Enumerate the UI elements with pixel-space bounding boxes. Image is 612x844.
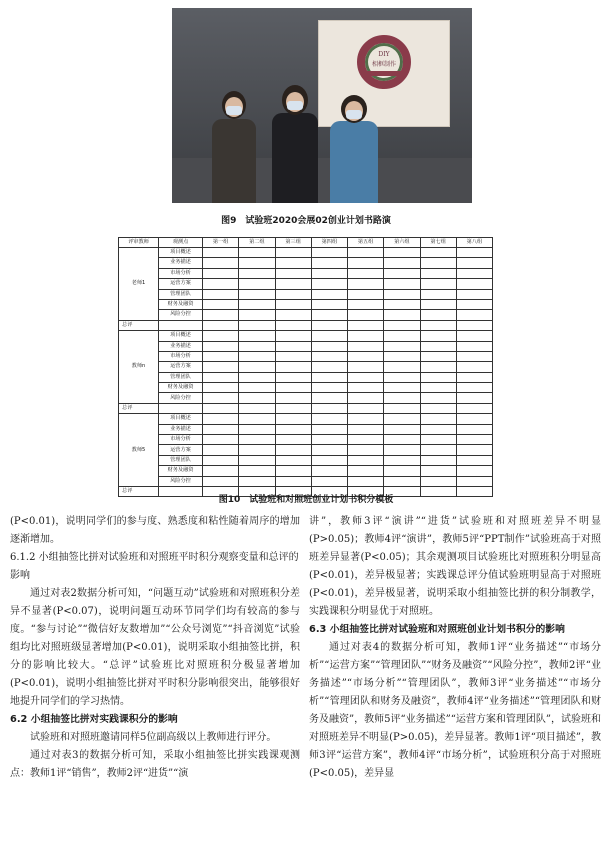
table-header-cell: 评审教师	[119, 238, 159, 248]
score-cell	[420, 455, 456, 465]
table-row	[119, 289, 493, 299]
table-row	[119, 455, 493, 465]
score-cell	[311, 341, 347, 351]
figure10-caption: 图10 试验班和对照班创业计划书积分模板	[218, 495, 394, 505]
score-cell	[239, 351, 275, 361]
score-cell	[384, 445, 420, 455]
score-cell	[203, 414, 239, 424]
score-cell	[456, 445, 492, 455]
score-cell	[348, 341, 384, 351]
score-cell	[348, 393, 384, 403]
score-cell	[203, 445, 239, 455]
score-cell	[239, 289, 275, 299]
score-cell	[203, 310, 239, 320]
score-cell	[456, 393, 492, 403]
observation-cell: 项目概述	[159, 331, 203, 341]
table-header-cell: 第八组	[456, 238, 492, 248]
table-header-cell: 第二组	[239, 238, 275, 248]
score-cell	[203, 268, 239, 278]
score-cell	[348, 268, 384, 278]
score-cell	[203, 393, 239, 403]
score-cell	[275, 445, 311, 455]
score-cell	[203, 299, 239, 309]
score-cell	[239, 466, 275, 476]
score-cell	[456, 299, 492, 309]
score-cell	[275, 289, 311, 299]
score-cell	[420, 435, 456, 445]
score-cell	[384, 435, 420, 445]
score-cell	[420, 424, 456, 434]
observation-cell: 管理团队	[159, 372, 203, 382]
observation-cell: 财务及融资	[159, 383, 203, 393]
score-cell	[275, 476, 311, 486]
score-cell	[275, 466, 311, 476]
score-cell	[311, 414, 347, 424]
score-cell	[239, 476, 275, 486]
score-cell	[275, 268, 311, 278]
score-cell	[311, 351, 347, 361]
score-cell	[348, 258, 384, 268]
total-cell	[456, 320, 492, 330]
score-cell	[239, 372, 275, 382]
score-cell	[420, 248, 456, 258]
observation-cell: 风险分控	[159, 393, 203, 403]
score-cell	[348, 414, 384, 424]
score-cell	[275, 310, 311, 320]
score-cell	[456, 424, 492, 434]
table-row	[119, 414, 493, 424]
score-cell	[275, 393, 311, 403]
table-header-cell: 观测点	[159, 238, 203, 248]
score-cell	[311, 393, 347, 403]
score-cell	[456, 435, 492, 445]
total-cell	[311, 320, 347, 330]
score-cell	[275, 455, 311, 465]
score-cell	[311, 310, 347, 320]
right-column	[309, 513, 601, 783]
table-row	[119, 279, 493, 289]
score-cell	[384, 258, 420, 268]
score-template-table	[118, 237, 493, 497]
score-cell	[311, 299, 347, 309]
total-cell	[384, 320, 420, 330]
teacher-cell: 教师5	[119, 414, 159, 487]
score-cell	[384, 299, 420, 309]
score-cell	[456, 476, 492, 486]
score-cell	[239, 414, 275, 424]
section-heading-6-3: 6.3 小组抽签比拼对试验班和对照班创业计划书积分的影响	[309, 624, 565, 635]
score-cell	[275, 248, 311, 258]
total-cell	[203, 403, 239, 413]
score-cell	[239, 455, 275, 465]
score-cell	[420, 268, 456, 278]
observation-cell: 管理团队	[159, 289, 203, 299]
score-cell	[420, 383, 456, 393]
score-cell	[348, 362, 384, 372]
total-row	[119, 320, 493, 330]
score-cell	[239, 310, 275, 320]
total-cell	[275, 320, 311, 330]
score-cell	[384, 310, 420, 320]
observation-cell: 运营方案	[159, 445, 203, 455]
score-cell	[348, 299, 384, 309]
score-cell	[384, 424, 420, 434]
observation-cell: 业务描述	[159, 341, 203, 351]
score-cell	[311, 466, 347, 476]
score-cell	[420, 279, 456, 289]
total-cell	[275, 403, 311, 413]
score-cell	[275, 341, 311, 351]
screen-title: DIY	[378, 51, 390, 58]
score-cell	[384, 383, 420, 393]
total-cell	[203, 320, 239, 330]
observation-cell: 业务描述	[159, 258, 203, 268]
score-cell	[420, 351, 456, 361]
observation-cell: 管理团队	[159, 455, 203, 465]
score-cell	[384, 248, 420, 258]
score-cell	[311, 424, 347, 434]
observation-cell: 市场分析	[159, 351, 203, 361]
score-cell	[384, 268, 420, 278]
score-cell	[456, 248, 492, 258]
score-cell	[203, 289, 239, 299]
score-cell	[348, 424, 384, 434]
table-header-cell: 第四组	[311, 238, 347, 248]
table-header-cell: 第六组	[384, 238, 420, 248]
score-cell	[275, 351, 311, 361]
observation-cell: 项目概述	[159, 248, 203, 258]
score-cell	[384, 341, 420, 351]
score-cell	[456, 455, 492, 465]
score-cell	[456, 414, 492, 424]
score-cell	[203, 383, 239, 393]
observation-cell: 风险分控	[159, 310, 203, 320]
score-cell	[275, 424, 311, 434]
left-column	[10, 513, 300, 783]
total-row	[119, 403, 493, 413]
total-cell	[456, 403, 492, 413]
score-cell	[420, 476, 456, 486]
score-cell	[203, 351, 239, 361]
table-row	[119, 331, 493, 341]
score-cell	[456, 372, 492, 382]
table-header-cell: 第一组	[203, 238, 239, 248]
score-cell	[420, 341, 456, 351]
score-cell	[311, 445, 347, 455]
score-cell	[420, 310, 456, 320]
score-cell	[239, 445, 275, 455]
score-cell	[311, 268, 347, 278]
observation-cell: 运营方案	[159, 279, 203, 289]
total-label: 总评	[119, 486, 159, 496]
figure9-photo	[172, 8, 472, 203]
table-header-cell: 第七组	[420, 238, 456, 248]
paragraph: 通过对表4的数据分析可知，教师1评“业务描述”“市场分析”“运营方案”“管理团队”“财务及融资”“风险分控”，教师2评“业务描述”“市场分析”“管理团队”，教师3评“业务描述”“市场分析”“管理团队和财务及融资”，教师4评“业务描述”“管理团队和财务及融资”，教师5评“业务描述”“运营方案和管理团队”，试验班和对照班差异不明显(P>0.05)，差异显著。教师1评“项目描述”，教师3评“运营方案”，教师4评“市场分析”，试验班积分高于对照班(P<0.05)，差异显	[309, 642, 601, 779]
score-cell	[384, 466, 420, 476]
score-cell	[456, 310, 492, 320]
score-cell	[239, 383, 275, 393]
table-row	[119, 248, 493, 258]
paragraph: (P<0.01)，说明同学们的参与度、熟悉度和粘性随着周序的增加逐渐增加。	[10, 516, 300, 545]
score-cell	[311, 372, 347, 382]
table-row	[119, 351, 493, 361]
observation-cell: 项目概述	[159, 414, 203, 424]
score-cell	[275, 414, 311, 424]
score-cell	[384, 372, 420, 382]
screen-subtitle: 相框制作	[371, 61, 396, 68]
score-cell	[275, 362, 311, 372]
score-cell	[348, 435, 384, 445]
score-cell	[275, 279, 311, 289]
score-cell	[311, 362, 347, 372]
total-cell	[239, 320, 275, 330]
score-cell	[203, 258, 239, 268]
score-cell	[239, 299, 275, 309]
score-cell	[275, 383, 311, 393]
score-cell	[420, 362, 456, 372]
score-cell	[203, 435, 239, 445]
teacher-cell: 教师n	[119, 331, 159, 404]
score-cell	[239, 258, 275, 268]
observation-cell: 财务及融资	[159, 299, 203, 309]
score-cell	[311, 476, 347, 486]
score-cell	[456, 258, 492, 268]
score-cell	[311, 383, 347, 393]
score-cell	[239, 424, 275, 434]
score-cell	[384, 362, 420, 372]
score-cell	[420, 289, 456, 299]
table-row	[119, 424, 493, 434]
score-cell	[348, 289, 384, 299]
observation-cell: 业务描述	[159, 424, 203, 434]
section-heading-6-2: 6.2 小组抽签比拼对实践课积分的影响	[10, 714, 178, 725]
score-cell	[239, 435, 275, 445]
score-cell	[456, 466, 492, 476]
table-row	[119, 393, 493, 403]
total-cell	[420, 320, 456, 330]
total-cell	[159, 320, 203, 330]
observation-cell: 市场分析	[159, 435, 203, 445]
total-label: 总评	[119, 403, 159, 413]
score-cell	[203, 362, 239, 372]
score-cell	[311, 435, 347, 445]
observation-cell: 财务及融资	[159, 466, 203, 476]
score-cell	[203, 248, 239, 258]
table-row	[119, 372, 493, 382]
score-cell	[203, 455, 239, 465]
score-cell	[348, 279, 384, 289]
table-row	[119, 445, 493, 455]
table-row	[119, 362, 493, 372]
score-cell	[348, 351, 384, 361]
score-cell	[384, 279, 420, 289]
score-cell	[348, 310, 384, 320]
score-cell	[456, 362, 492, 372]
table-row	[119, 341, 493, 351]
score-cell	[203, 476, 239, 486]
table-row	[119, 299, 493, 309]
score-cell	[456, 351, 492, 361]
score-cell	[203, 372, 239, 382]
teacher-cell: 老师1	[119, 248, 159, 321]
person-right	[328, 95, 380, 203]
score-cell	[456, 268, 492, 278]
score-cell	[420, 372, 456, 382]
paragraph: 讲”，教师3评“演讲”“进货”试验班和对照班差异不明显(P>0.05)；教师4评“演讲”，教师5评“PPT制作”试验班高于对照班差异显著(P<0.05)；其余观测项目试验班比对照班积分明显高(P<0.01)，差异极显著；实践课总评分值试验班明显高于对照班(P<0.01)，差异极显著，说明采取小组抽签比拼的积分制教学，实践课积分明显优于对照班。	[309, 516, 601, 617]
score-cell	[456, 383, 492, 393]
table-row	[119, 310, 493, 320]
total-cell	[159, 403, 203, 413]
score-cell	[420, 393, 456, 403]
score-cell	[311, 258, 347, 268]
score-cell	[420, 258, 456, 268]
observation-cell: 市场分析	[159, 268, 203, 278]
score-cell	[348, 476, 384, 486]
total-cell	[420, 403, 456, 413]
score-cell	[275, 331, 311, 341]
score-cell	[203, 466, 239, 476]
score-cell	[203, 279, 239, 289]
paragraph: 通过对表3的数据分析可知，采取小组抽签比拼实践课观测点：教师1评“销售”，教师2评“进货”“演	[10, 750, 300, 779]
score-cell	[239, 393, 275, 403]
table-row	[119, 268, 493, 278]
score-cell	[311, 248, 347, 258]
score-cell	[384, 351, 420, 361]
score-cell	[348, 445, 384, 455]
score-cell	[456, 279, 492, 289]
total-cell	[384, 403, 420, 413]
observation-cell: 风险分控	[159, 476, 203, 486]
score-cell	[456, 289, 492, 299]
total-cell	[348, 403, 384, 413]
observation-cell: 运营方案	[159, 362, 203, 372]
figure9-caption: 图9 试验班2020会展02创业计划书路演	[221, 216, 391, 226]
total-label: 总评	[119, 320, 159, 330]
paragraph: 通过对表2数据分析可知，“问题互动”试验班和对照班积分差异不显著(P<0.07)，说明问题互动环节同学们均有较高的参与度。“参与讨论”“微信好友数增加”“公众号浏览”“抖音浏览”试验组均比对照班级显著增加(P<0.01)，说明采取小组抽签比拼，积分的影响比较大。“总评”试验班比对照班积分极显著增加(P<0.01)，说明小组抽签比拼对平时积分影响很突出，能够很好地提升同学们的学习热情。	[10, 588, 300, 707]
total-cell	[311, 403, 347, 413]
person-middle	[270, 85, 320, 203]
score-cell	[239, 331, 275, 341]
score-cell	[420, 445, 456, 455]
total-cell	[239, 403, 275, 413]
score-cell	[420, 466, 456, 476]
score-cell	[203, 341, 239, 351]
score-cell	[311, 289, 347, 299]
table-row	[119, 476, 493, 486]
score-cell	[275, 258, 311, 268]
score-cell	[348, 466, 384, 476]
score-cell	[348, 455, 384, 465]
score-cell	[203, 331, 239, 341]
score-cell	[348, 383, 384, 393]
score-cell	[203, 424, 239, 434]
score-cell	[239, 341, 275, 351]
table-row	[119, 466, 493, 476]
score-cell	[384, 331, 420, 341]
score-cell	[348, 248, 384, 258]
table-header-cell: 第五组	[348, 238, 384, 248]
score-cell	[275, 372, 311, 382]
score-cell	[348, 331, 384, 341]
person-left	[210, 91, 258, 203]
total-cell	[348, 320, 384, 330]
score-cell	[384, 476, 420, 486]
table-row	[119, 258, 493, 268]
score-cell	[239, 279, 275, 289]
score-cell	[239, 268, 275, 278]
table-header-cell: 第三组	[275, 238, 311, 248]
score-cell	[239, 248, 275, 258]
paragraph: 试验班和对照班邀请同样5位副高级以上教师进行评分。	[30, 732, 277, 743]
table-header-row	[119, 238, 493, 248]
score-cell	[239, 362, 275, 372]
score-cell	[275, 435, 311, 445]
score-cell	[275, 299, 311, 309]
table-row	[119, 435, 493, 445]
score-cell	[311, 331, 347, 341]
score-cell	[384, 393, 420, 403]
score-cell	[384, 414, 420, 424]
score-cell	[311, 455, 347, 465]
score-cell	[420, 414, 456, 424]
score-cell	[456, 331, 492, 341]
score-cell	[384, 455, 420, 465]
screen-banner	[367, 71, 401, 76]
score-cell	[420, 331, 456, 341]
table-row	[119, 383, 493, 393]
score-cell	[348, 372, 384, 382]
score-cell	[311, 279, 347, 289]
section-heading-6-1-2: 6.1.2 小组抽签比拼对试验班和对照班平时积分观察变量和总评的影响	[10, 552, 299, 581]
score-cell	[384, 289, 420, 299]
score-cell	[420, 299, 456, 309]
score-cell	[456, 341, 492, 351]
